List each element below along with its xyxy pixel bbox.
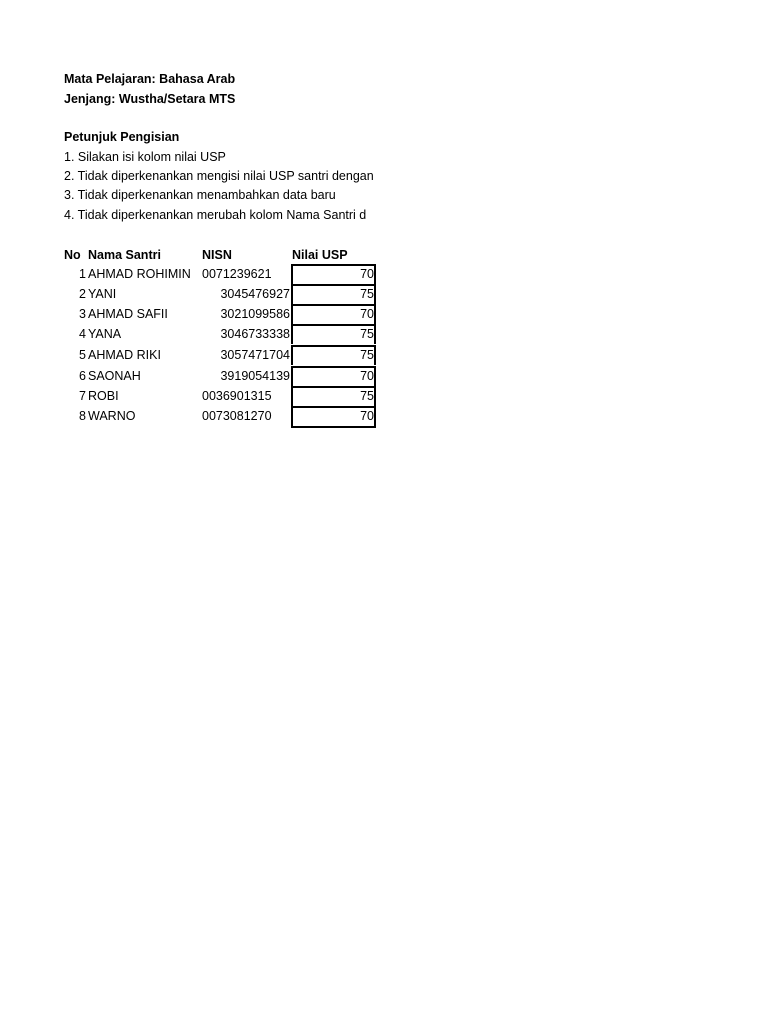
row-number: 1 <box>79 267 86 281</box>
student-name: AHMAD ROHIMIN <box>88 267 191 281</box>
score-input[interactable]: 75 <box>291 324 376 344</box>
level-line: Jenjang: Wustha/Setara MTS <box>64 92 236 106</box>
student-name: YANA <box>88 327 122 341</box>
student-nisn: 0036901315 <box>202 389 272 403</box>
row-number: 8 <box>79 409 86 423</box>
score-input[interactable]: 75 <box>291 345 376 365</box>
student-name: ROBI <box>88 389 119 403</box>
table-row <box>64 284 376 304</box>
student-name: AHMAD RIKI <box>88 348 161 362</box>
table-row <box>64 264 376 284</box>
score-input[interactable]: 75 <box>291 386 376 406</box>
row-number: 3 <box>79 307 86 321</box>
table-row <box>64 406 376 426</box>
column-header-nisn: NISN <box>202 248 232 262</box>
table-row <box>64 386 376 406</box>
student-nisn: 3919054139 <box>220 369 290 383</box>
student-name: AHMAD SAFII <box>88 307 168 321</box>
score-input[interactable]: 75 <box>291 284 376 304</box>
student-nisn: 3021099586 <box>220 307 290 321</box>
column-header-score: Nilai USP <box>292 248 348 262</box>
score-input[interactable]: 70 <box>291 366 376 386</box>
student-name: SAONAH <box>88 369 141 383</box>
row-number: 2 <box>79 287 86 301</box>
student-nisn: 3046733338 <box>220 327 290 341</box>
table-row <box>64 324 376 344</box>
student-nisn: 3045476927 <box>220 287 290 301</box>
instructions-title: Petunjuk Pengisian <box>64 130 180 144</box>
student-name: YANI <box>88 287 117 301</box>
subject-line: Mata Pelajaran: Bahasa Arab <box>64 72 236 86</box>
student-name: WARNO <box>88 409 136 423</box>
row-number: 6 <box>79 369 86 383</box>
column-header-name: Nama Santri <box>88 248 161 262</box>
column-header-no: No <box>64 248 81 262</box>
score-input[interactable]: 70 <box>291 304 376 324</box>
table-row <box>64 345 376 365</box>
score-input[interactable]: 70 <box>291 264 376 284</box>
instruction-item: 1. Silakan isi kolom nilai USP <box>64 150 226 164</box>
student-nisn: 0073081270 <box>202 409 272 423</box>
row-number: 4 <box>79 327 86 341</box>
instruction-item: 3. Tidak diperkenankan menambahkan data baru <box>64 188 336 202</box>
row-number: 5 <box>79 348 86 362</box>
score-input[interactable]: 70 <box>291 406 376 428</box>
instruction-item: 4. Tidak diperkenankan merubah kolom Nama Santri d <box>64 208 367 222</box>
student-nisn: 3057471704 <box>220 348 290 362</box>
table-row <box>64 366 376 386</box>
student-nisn: 0071239621 <box>202 267 272 281</box>
instruction-item: 2. Tidak diperkenankan mengisi nilai USP santri dengan <box>64 169 374 183</box>
table-row <box>64 304 376 324</box>
row-number: 7 <box>79 389 86 403</box>
